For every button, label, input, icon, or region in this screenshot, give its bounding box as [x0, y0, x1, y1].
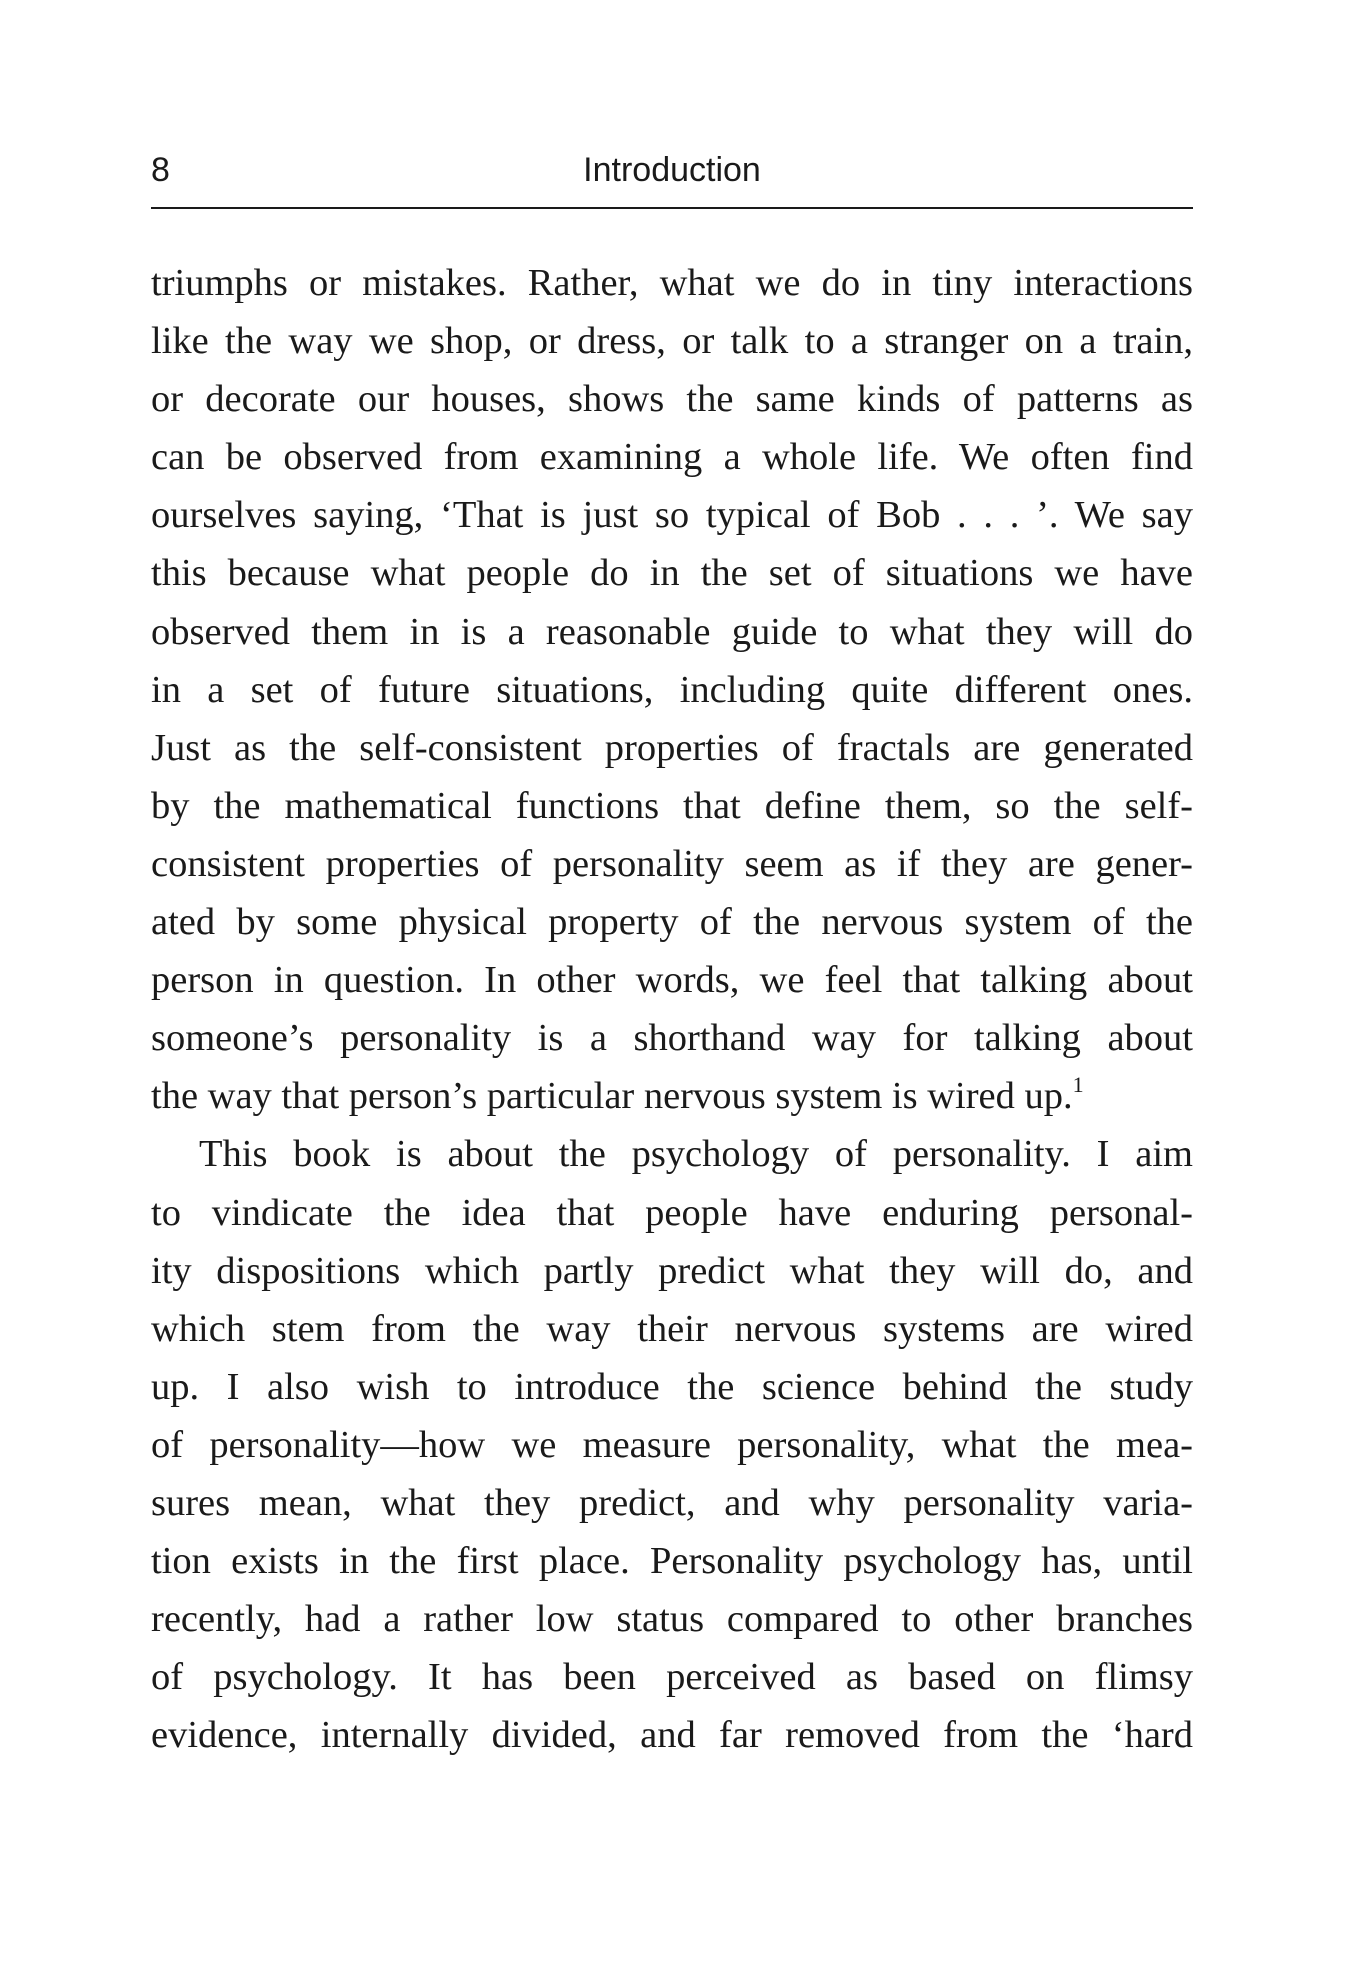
- text-line: can be observed from examining a whole life. We often find: [151, 436, 1193, 479]
- text-line: ourselves saying, ‘That is just so typical of Bob . . . ’. We say: [151, 494, 1193, 537]
- text-line: ity dispositions which partly predict what they will do, and: [151, 1249, 1193, 1292]
- footnote-reference[interactable]: 1: [1072, 1072, 1084, 1098]
- text-line: up. I also wish to introduce the science behind the study: [151, 1365, 1193, 1408]
- book-page: [151, 0, 1193, 1967]
- text-line: Just as the self-consistent properties of fractals are generated: [151, 726, 1193, 769]
- text-line: of psychology. It has been perceived as based on flimsy: [151, 1656, 1193, 1699]
- text-line-content: the way that person’s particular nervous system is wired up.: [151, 1075, 1073, 1118]
- paragraph: [151, 254, 1193, 1125]
- text-line: in a set of future situations, including quite different ones.: [151, 668, 1193, 711]
- text-line: someone’s personality is a shorthand way for talking about: [151, 1017, 1193, 1060]
- text-line: this because what people do in the set of situations we have: [151, 552, 1193, 595]
- text-line: consistent properties of personality seem as if they are gener-: [151, 842, 1193, 885]
- body-text: [151, 254, 1193, 1764]
- text-line: observed them in is a reasonable guide to what they will do: [151, 610, 1193, 653]
- text-line: to vindicate the idea that people have enduring personal-: [151, 1191, 1193, 1234]
- text-line: evidence, internally divided, and far removed from the ‘hard: [151, 1714, 1193, 1757]
- text-line: tion exists in the first place. Personality psychology has, until: [151, 1540, 1193, 1583]
- text-line: person in question. In other words, we feel that talking about: [151, 959, 1193, 1002]
- text-line: This book is about the psychology of personality. I aim: [199, 1133, 1193, 1176]
- text-line: ated by some physical property of the nervous system of the: [151, 901, 1193, 944]
- paragraph: [151, 1125, 1193, 1764]
- text-line: [151, 1067, 1193, 1125]
- text-line: which stem from the way their nervous systems are wired: [151, 1307, 1193, 1350]
- page-number: 8: [151, 151, 170, 189]
- running-head: Introduction: [583, 151, 761, 189]
- text-line: sures mean, what they predict, and why personality varia-: [151, 1481, 1193, 1524]
- text-line: triumphs or mistakes. Rather, what we do in tiny interactions: [151, 262, 1193, 304]
- page-header: [151, 140, 1193, 200]
- text-line: like the way we shop, or dress, or talk to a stranger on a train,: [151, 320, 1193, 363]
- text-line: or decorate our houses, shows the same kinds of patterns as: [151, 378, 1193, 421]
- text-line: by the mathematical functions that define them, so the self-: [151, 784, 1193, 827]
- text-line: of personality—how we measure personality, what the mea-: [151, 1423, 1193, 1466]
- text-line: recently, had a rather low status compared to other branches: [151, 1598, 1193, 1641]
- header-rule: [151, 207, 1193, 209]
